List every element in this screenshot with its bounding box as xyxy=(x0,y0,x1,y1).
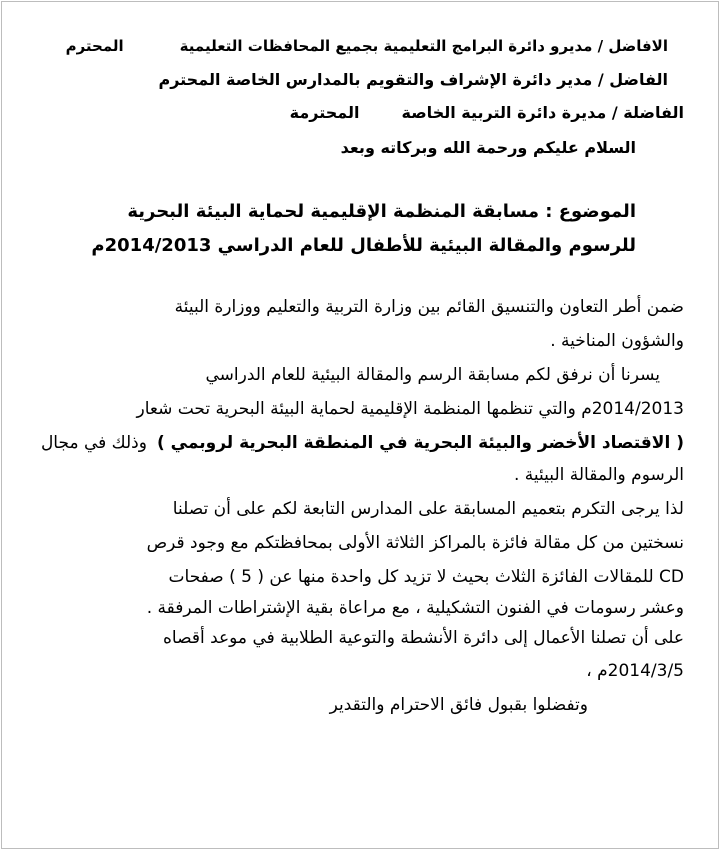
subject-line-1 xyxy=(127,202,636,223)
recipient-1-text: الافاضل / مديرو دائرة البرامج التعليمية بجميع المحافظات التعليمية xyxy=(179,37,668,55)
body-p2-line-4 xyxy=(514,466,684,486)
body-p3-line-2-text: نسختين من كل مقالة فائزة بالمراكز الثلاثة الأولى بمحافظتكم مع وجود قرص xyxy=(146,533,684,553)
body-p3-line-4 xyxy=(147,599,684,619)
body-p2-line-3-rest: وذلك في مجال xyxy=(40,433,147,453)
recipient-line-2 xyxy=(158,71,668,89)
greeting-text: السلام عليكم ورحمة الله وبركاته وبعد xyxy=(340,138,636,157)
body-p4-line-2 xyxy=(586,662,684,682)
body-p3-line-2 xyxy=(34,534,684,554)
body-p3-line-1 xyxy=(54,500,684,520)
body-p1-line-2-text: والشؤون المناخية . xyxy=(550,331,684,351)
closing-line xyxy=(330,696,588,716)
body-p1-line-1-text: ضمن أطر التعاون والتنسيق القائم بين وزارة التربية والتعليم ووزارة البيئة xyxy=(174,297,684,317)
recipient-2-text: الفاضل / مدير دائرة الإشراف والتقويم بالمدارس الخاصة المحترم xyxy=(158,70,668,89)
slogan-text: ( الاقتصاد الأخضر والبيئة البحرية في المنطقة البحرية لروبمي ) xyxy=(156,433,684,453)
greeting xyxy=(341,139,636,157)
body-p1-line-2 xyxy=(550,332,684,352)
body-p2-line-1 xyxy=(50,366,660,386)
body-p4-line-1-text: على أن تصلنا الأعمال إلى دائرة الأنشطة والتوعية الطلابية في موعد أقصاه xyxy=(163,628,684,648)
body-p4-line-2-text: 2014/3/5م ، xyxy=(586,661,684,681)
body-p2-line-2 xyxy=(36,400,684,420)
body-p2-line-1-text: يسرنا أن نرفق لكم مسابقة الرسم والمقالة البيئية للعام الدراسي xyxy=(205,365,660,385)
body-p3-line-4-text: وعشر رسومات في الفنون التشكيلية ، مع مراعاة بقية الإشتراطات المرفقة . xyxy=(146,598,684,618)
recipient-3-text: الفاضلة / مديرة دائرة التربية الخاصة xyxy=(401,103,684,122)
body-p2-line-3 xyxy=(34,434,684,454)
recipient-3-honorific: المحترمة xyxy=(289,103,360,122)
letter-page xyxy=(1,1,719,849)
body-p2-line-4-text: الرسوم والمقالة البيئية . xyxy=(514,465,684,485)
body-p4-line-1 xyxy=(64,629,684,649)
subject-line-2 xyxy=(91,236,636,257)
body-p3-line-1-text: لذا يرجى التكرم بتعميم المسابقة على المدارس التابعة لكم على أن تصلنا xyxy=(172,499,684,519)
body-p3-line-3 xyxy=(34,568,684,588)
recipient-1-honorific: المحترم xyxy=(65,37,124,55)
recipient-line-3 xyxy=(290,104,684,122)
subject-line-2-text: للرسوم والمقالة البيئية للأطفال للعام الدراسي 2014/2013م xyxy=(91,235,636,256)
subject-line-1-text: الموضوع : مسابقة المنظمة الإقليمية لحماية البيئة البحرية xyxy=(127,201,636,222)
closing-text: وتفضلوا بقبول فائق الاحترام والتقدير xyxy=(329,695,588,715)
body-p1-line-1 xyxy=(66,298,684,318)
body-p3-line-3-text: CD للمقالات الفائزة الثلاث بحيث لا تزيد كل واحدة منها عن ( 5 ) صفحات xyxy=(168,567,684,587)
body-p2-line-2-text: 2014/2013م والتي تنظمها المنظمة الإقليمية لحماية البيئة البحرية تحت شعار xyxy=(136,399,684,419)
recipient-line-1 xyxy=(48,38,668,55)
